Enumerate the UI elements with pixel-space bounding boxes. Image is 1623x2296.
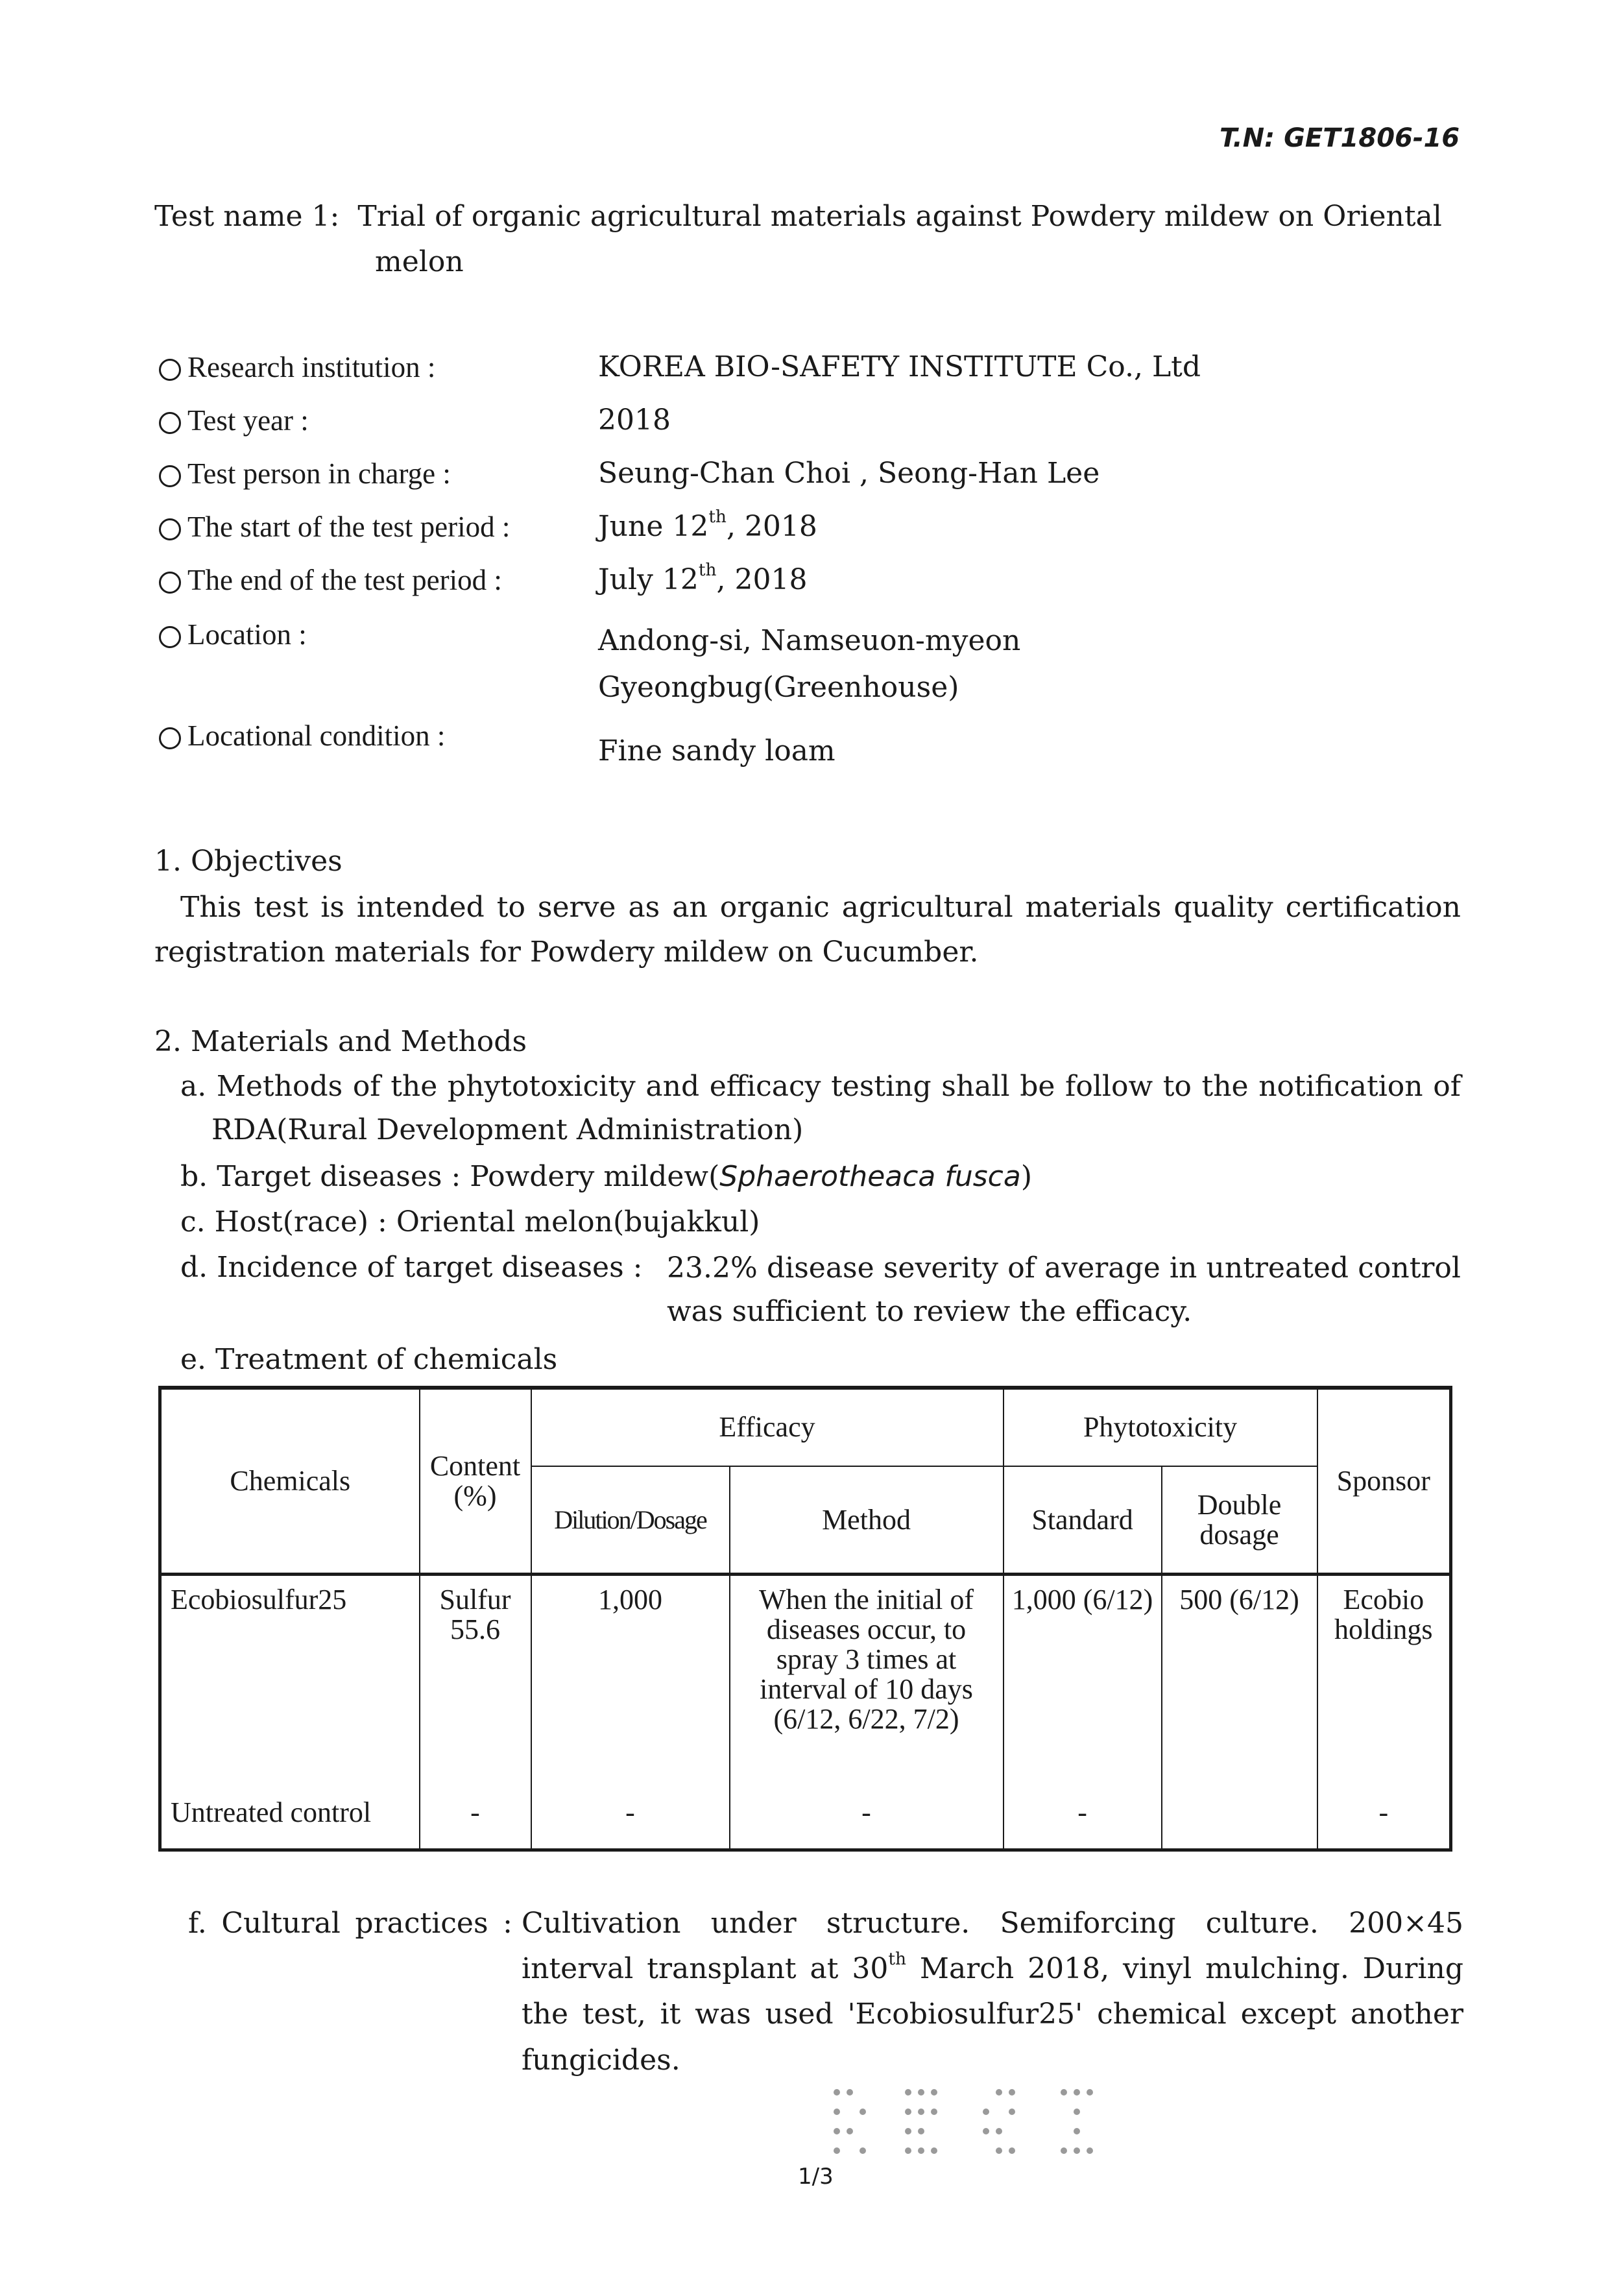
test-name-label: Test name 1: xyxy=(154,200,340,233)
info-value-condition: Fine sandy loam xyxy=(598,734,836,767)
cell-dilution: 1,000 xyxy=(531,1575,730,1777)
cell-sponsor: Ecobio holdings xyxy=(1317,1575,1451,1777)
header-content: Content (%) xyxy=(420,1388,531,1575)
methods-item-f-label: f. Cultural practices : xyxy=(188,1907,512,1940)
info-label-institution: Research institution : xyxy=(159,350,435,384)
header-standard: Standard xyxy=(1004,1466,1162,1575)
cell-double: 500 (6/12) xyxy=(1162,1575,1317,1777)
info-label-condition: Locational condition : xyxy=(159,719,445,753)
methods-item-f-line2: interval transplant at 30th March 2018, vinyl mulching. During xyxy=(522,1948,1463,1985)
info-value-institution: KOREA BIO-SAFETY INSTITUTE Co., Ltd xyxy=(598,350,1201,383)
cell-sponsor: - xyxy=(1317,1777,1451,1850)
chemicals-table xyxy=(158,1386,1452,1852)
header-dilution: Dilution/Dosage xyxy=(531,1466,730,1575)
info-value-end: July 12th, 2018 xyxy=(598,559,808,596)
cell-content: Sulfur 55.6 xyxy=(420,1575,531,1777)
methods-item-d-line2: was sufficient to review the efficacy. xyxy=(667,1295,1192,1328)
info-label-location: Location : xyxy=(159,618,307,651)
cell-dilution: - xyxy=(531,1777,730,1850)
methods-heading: 2. Materials and Methods xyxy=(154,1025,527,1058)
info-label-person: Test person in charge : xyxy=(159,457,451,490)
circle-bullet-icon xyxy=(159,727,181,749)
table-row xyxy=(160,1575,1451,1777)
cell-chemical: Ecobiosulfur25 xyxy=(160,1575,420,1777)
circle-bullet-icon xyxy=(159,572,181,594)
info-value-location-2: Gyeongbug(Greenhouse) xyxy=(598,671,959,704)
header-method: Method xyxy=(730,1466,1004,1575)
test-name xyxy=(154,200,1442,233)
info-value-year: 2018 xyxy=(598,404,671,437)
circle-bullet-icon xyxy=(159,465,181,487)
info-value-location: Andong-si, Namseuon-myeon xyxy=(598,624,1021,657)
cell-method: When the initial of diseases occur, to spray 3 times at interval of 10 days (6/12, 6/22, 7/2) xyxy=(730,1575,1004,1777)
circle-bullet-icon xyxy=(159,412,181,434)
info-label-start: The start of the test period : xyxy=(159,510,510,544)
table-row xyxy=(160,1777,1451,1850)
methods-item-f: Cultivation under structure. Semiforcing culture. 200×45 interval transplant at 30th March 2018, vinyl mulching. During the test, it was used 'Ecobiosulfur25' chemical except another xyxy=(522,1907,1463,2031)
objectives-body: This test is intended to serve as an organic agricultural materials quality certification xyxy=(180,891,1461,924)
info-label-year: Test year : xyxy=(159,404,309,437)
cell-method: - xyxy=(730,1777,1004,1850)
info-label-end: The end of the test period : xyxy=(159,563,502,597)
header-phytotoxicity: Phytotoxicity xyxy=(1004,1388,1317,1466)
circle-bullet-icon xyxy=(159,626,181,648)
methods-item-a: a. Methods of the phytotoxicity and efficacy testing shall be follow to the notification of xyxy=(180,1070,1461,1103)
methods-item-d: 23.2% disease severity of average in untreated control xyxy=(667,1251,1461,1285)
cell-content: - xyxy=(420,1777,531,1850)
header-sponsor: Sponsor xyxy=(1317,1388,1451,1575)
header-chemicals: Chemicals xyxy=(160,1388,420,1575)
objectives-body-line2: registration materials for Powdery mildew on Cucumber. xyxy=(154,936,979,969)
info-value-person: Seung-Chan Choi , Seong-Han Lee xyxy=(598,457,1100,490)
methods-item-d-label: d. Incidence of target diseases : xyxy=(180,1251,643,1284)
header-efficacy: Efficacy xyxy=(531,1388,1004,1466)
cell-double xyxy=(1162,1777,1317,1850)
test-number: T.N: GET1806-16 xyxy=(1220,123,1460,153)
circle-bullet-icon xyxy=(159,518,181,540)
methods-item-e: e. Treatment of chemicals xyxy=(180,1343,558,1376)
methods-item-f-line4: fungicides. xyxy=(522,2044,680,2077)
methods-item-b: b. Target diseases : Powdery mildew(Sphaerotheaca fusca) xyxy=(180,1160,1032,1193)
methods-item-a-line2: RDA(Rural Development Administration) xyxy=(211,1113,804,1146)
perforation-stamp-icon xyxy=(824,2079,1129,2177)
methods-item-c: c. Host(race) : Oriental melon(bujakkul) xyxy=(180,1205,760,1239)
cell-standard: - xyxy=(1004,1777,1162,1850)
objectives-heading: 1. Objectives xyxy=(154,845,343,878)
test-name-line1: Trial of organic agricultural materials against Powdery mildew on Oriental xyxy=(357,200,1442,233)
page-number: 1/3 xyxy=(798,2164,834,2190)
circle-bullet-icon xyxy=(159,359,181,381)
info-value-start: June 12th, 2018 xyxy=(598,506,817,543)
header-double: Double dosage xyxy=(1162,1466,1317,1575)
cell-chemical: Untreated control xyxy=(160,1777,420,1850)
cell-standard: 1,000 (6/12) xyxy=(1004,1575,1162,1777)
test-name-line2: melon xyxy=(375,245,464,278)
